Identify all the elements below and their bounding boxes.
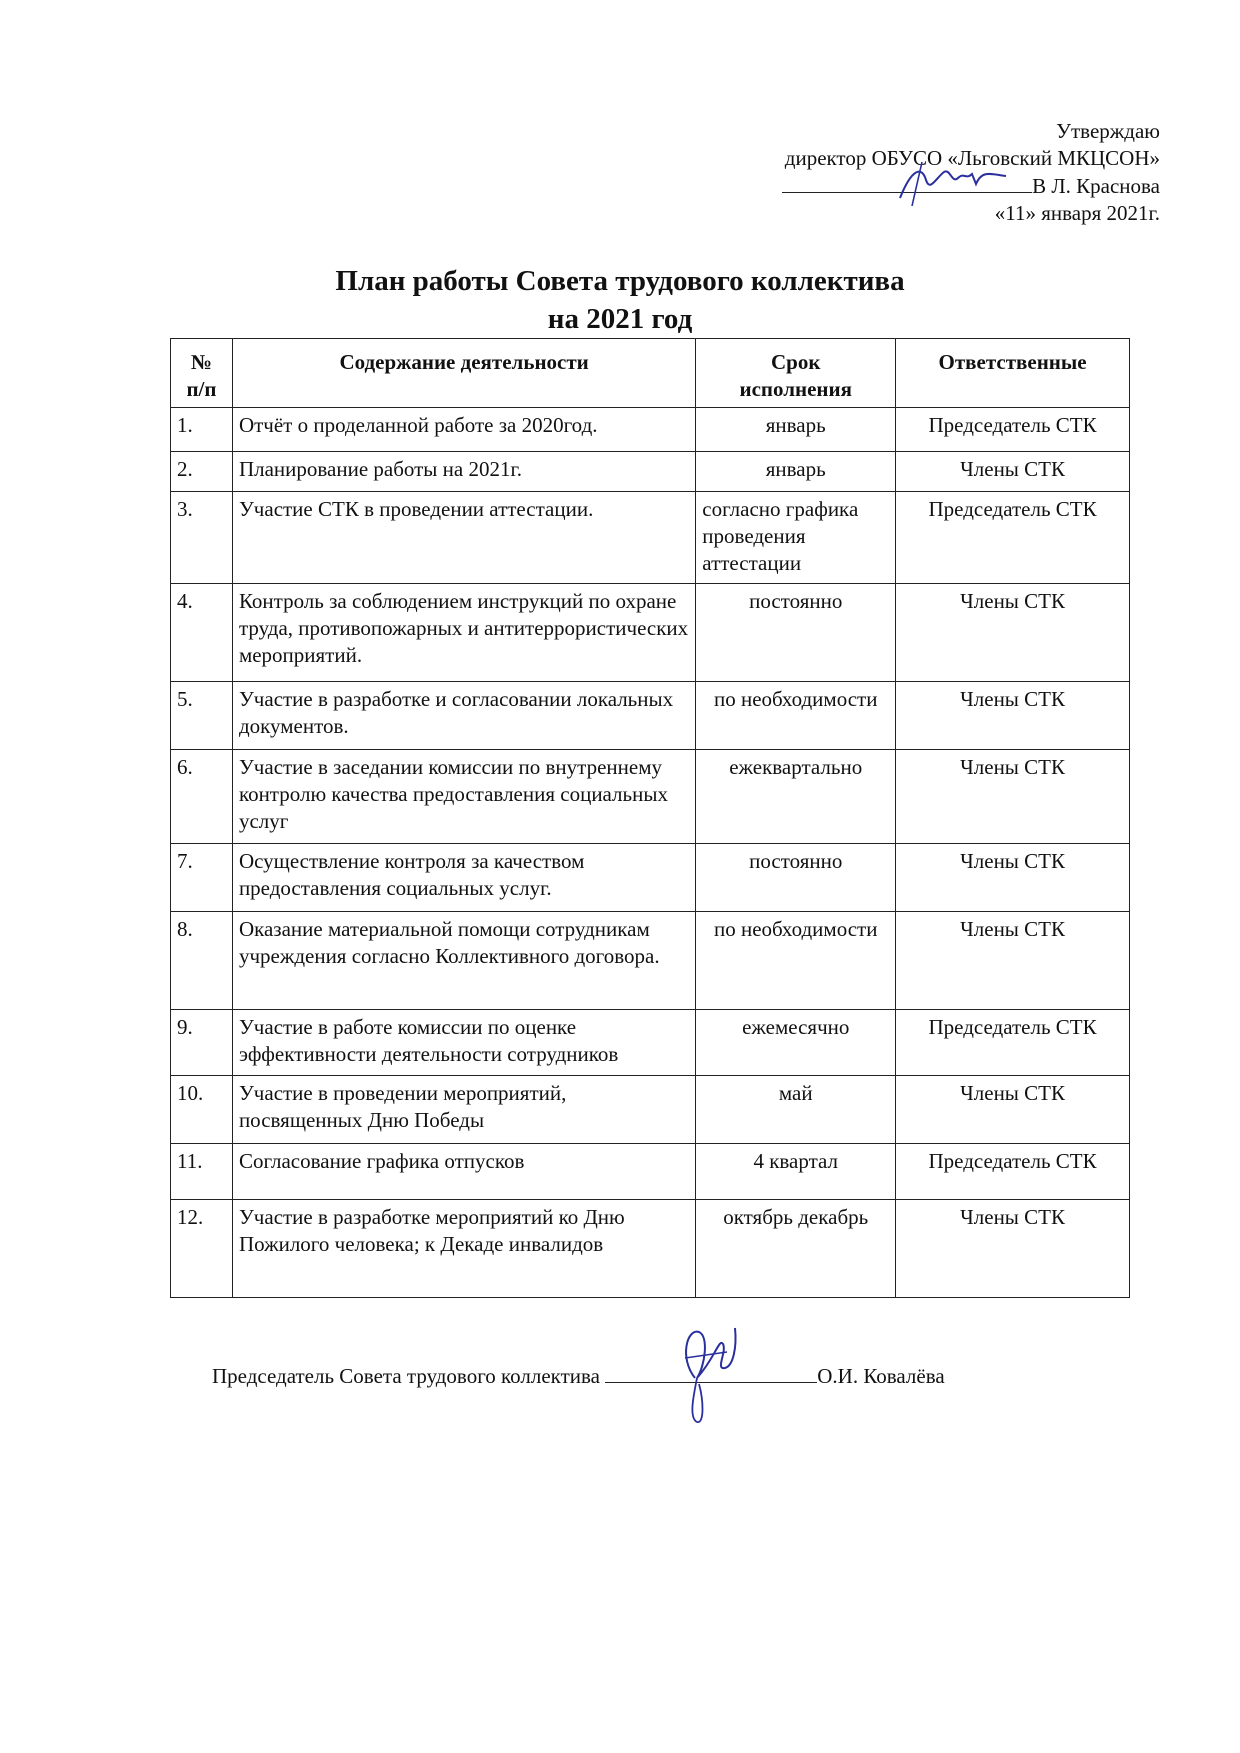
row-responsible: Члены СТК	[896, 452, 1130, 492]
row-responsible: Члены СТК	[896, 912, 1130, 1010]
director-signature	[892, 158, 1012, 208]
table-row	[171, 452, 1130, 492]
approval-signer-line	[640, 172, 1160, 200]
row-content: Участие в разработке мероприятий ко Дню Пожилого человека; к Декаде инвалидов	[232, 1200, 695, 1298]
table-row	[171, 408, 1130, 452]
row-term: май	[696, 1076, 896, 1144]
row-term: ежемесячно	[696, 1010, 896, 1076]
row-term: январь	[696, 452, 896, 492]
table-row	[171, 1076, 1130, 1144]
row-num: 4.	[171, 584, 233, 682]
row-content: Участие в разработке и согласовании локальных документов.	[232, 682, 695, 750]
row-content: Оказание материальной помощи сотрудникам учреждения согласно Коллективного договора.	[232, 912, 695, 1010]
row-content: Согласование графика отпусков	[232, 1144, 695, 1200]
row-responsible: Члены СТК	[896, 584, 1130, 682]
row-responsible: Председатель СТК	[896, 408, 1130, 452]
row-term: 4 квартал	[696, 1144, 896, 1200]
table-row	[171, 682, 1130, 750]
row-responsible: Члены СТК	[896, 844, 1130, 912]
row-responsible: Члены СТК	[896, 682, 1130, 750]
row-content: Участие в заседании комиссии по внутреннему контролю качества предоставления социальных услуг	[232, 750, 695, 844]
row-num: 10.	[171, 1076, 233, 1144]
title-line-2: на 2021 год	[547, 303, 693, 335]
row-content: Осуществление контроля за качеством предоставления социальных услуг.	[232, 844, 695, 912]
row-responsible: Председатель СТК	[896, 1144, 1130, 1200]
row-term: по необходимости	[696, 912, 896, 1010]
table-row	[171, 844, 1130, 912]
row-content: Участие в работе комиссии по оценке эффективности деятельности сотрудников	[232, 1010, 695, 1076]
table-row	[171, 1010, 1130, 1076]
signature-footer	[212, 1362, 945, 1389]
table-row	[171, 750, 1130, 844]
row-num: 6.	[171, 750, 233, 844]
row-responsible: Председатель СТК	[896, 492, 1130, 584]
approval-date: «11» января 2021г.	[994, 201, 1160, 225]
approval-heading: Утверждаю	[1056, 119, 1160, 143]
approval-position: директор ОБУСО «Льговский МКЦСОН»	[784, 146, 1160, 170]
row-term: постоянно	[696, 584, 896, 682]
row-term: согласно графика проведения аттестации	[696, 492, 896, 584]
row-content: Участие СТК в проведении аттестации.	[232, 492, 695, 584]
row-content: Участие в проведении мероприятий, посвященных Дню Победы	[232, 1076, 695, 1144]
approval-block	[640, 118, 1160, 227]
title-line-1: План работы Совета трудового коллектива	[335, 265, 905, 297]
header-term: Срок исполнения	[696, 339, 896, 408]
plan-table	[170, 338, 1130, 1298]
document-title	[0, 262, 1240, 338]
row-term: октябрь декабрь	[696, 1200, 896, 1298]
approval-signer-name: В Л. Краснова	[1032, 174, 1160, 198]
row-responsible: Члены СТК	[896, 750, 1130, 844]
chair-signature-line	[605, 1362, 817, 1383]
header-num: № п/п	[171, 339, 233, 408]
row-content: Отчёт о проделанной работе за 2020год.	[232, 408, 695, 452]
row-num: 8.	[171, 912, 233, 1010]
header-content: Содержание деятельности	[232, 339, 695, 408]
table-header-row	[171, 339, 1130, 408]
row-content: Контроль за соблюдением инструкций по охране труда, противопожарных и антитеррористических мероприятий.	[232, 584, 695, 682]
chair-signature	[675, 1318, 745, 1428]
row-num: 3.	[171, 492, 233, 584]
row-term: ежеквартально	[696, 750, 896, 844]
row-num: 11.	[171, 1144, 233, 1200]
row-num: 9.	[171, 1010, 233, 1076]
row-term: январь	[696, 408, 896, 452]
footer-name: О.И. Ковалёва	[817, 1364, 945, 1388]
header-responsible: Ответственные	[896, 339, 1130, 408]
table-row	[171, 1144, 1130, 1200]
row-num: 12.	[171, 1200, 233, 1298]
row-term: постоянно	[696, 844, 896, 912]
row-num: 5.	[171, 682, 233, 750]
row-num: 7.	[171, 844, 233, 912]
table-row	[171, 584, 1130, 682]
row-num: 1.	[171, 408, 233, 452]
row-responsible: Председатель СТК	[896, 1010, 1130, 1076]
director-signature-line	[782, 172, 1032, 193]
table-row	[171, 1200, 1130, 1298]
table-row	[171, 912, 1130, 1010]
row-num: 2.	[171, 452, 233, 492]
row-responsible: Члены СТК	[896, 1200, 1130, 1298]
row-term: по необходимости	[696, 682, 896, 750]
footer-position: Председатель Совета трудового коллектива	[212, 1364, 600, 1388]
row-content: Планирование работы на 2021г.	[232, 452, 695, 492]
row-responsible: Члены СТК	[896, 1076, 1130, 1144]
table-row	[171, 492, 1130, 584]
